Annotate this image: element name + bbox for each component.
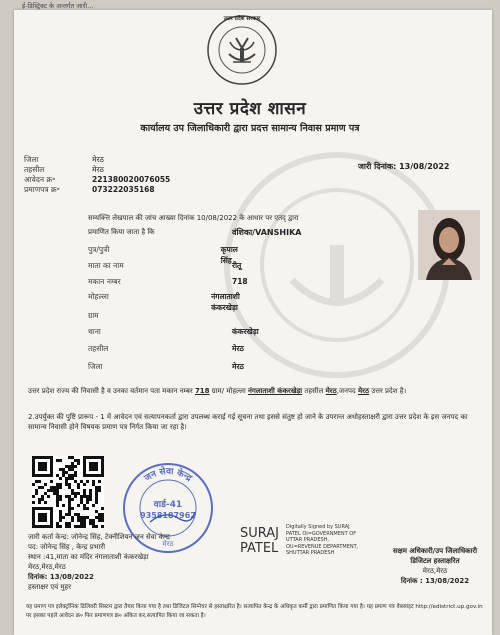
page-title: उत्तर प्रदेश शासन: [193, 99, 307, 119]
detail-label-tehsil: तहसील: [88, 344, 109, 353]
residence-statement: [28, 386, 468, 396]
authority-line-3: मेरठ,मेरठ: [422, 567, 448, 575]
para1-part-b: ग्राम/ मोहल्ला: [211, 387, 246, 395]
footer-note: यह प्रमाण पत्र इलेक्ट्रॉनिक डिलिवरी सिस्टम द्वारा तैयार किया गया है तथा डिजिटल सिग्नेचर से हस्ताक्षरित है। सत्यापित केन्द्र के अधिकृत कर्मी द्वारा प्रमाणित किया गया है। यह प्रमाण पत्र वेबसाइट http://edistrict.up.gov.in पर इसका पहले आवेदन क्र० फिर प्रमाणपत्र क्र० अंकित कर,सत्यापित किया जा सकता है।: [26, 604, 483, 619]
intro-text-2: प्रमाणित किया जाता है कि: [88, 228, 155, 236]
detail-label-police-station: थाना: [88, 327, 101, 336]
authority-block: [378, 546, 492, 586]
digital-signer-name-1: SURAJ: [240, 526, 279, 541]
stamp-city: मेरठ: [162, 540, 174, 548]
meta-label-tehsil: तहसील: [24, 165, 45, 174]
detail-value-police-station: कंकरखेड़ा: [232, 327, 259, 336]
detail-value-mother: रीतू: [232, 261, 242, 270]
authority-line-2: डिजिटल हस्ताक्षरित: [410, 557, 460, 565]
para1-part-c: तहसील: [304, 387, 324, 395]
para1-part-a: उत्तर प्रदेश राज्य की निवासी है व उनका वर्तमान पता मकान नम्बर: [28, 387, 193, 395]
issuer-line-1: जारी कर्ता केन्द्र: जोनेन्द्र सिंह, टेक्नीशियन जन सेवा केन्द्र: [28, 533, 170, 541]
digital-signature-details: Digitally Signed by SURAJ PATEL OI=GOVERNMENT OF UTTAR PRADESH, OU=REVENUE DEPARTMENT, SHUTTAR PRADESH: [286, 524, 359, 556]
intro-text: सम्यक्त्ति लेखपाल की जांच आख्या दिनांक 10/08/2022 के आधार पर एतद् द्वारा: [88, 214, 299, 222]
top-note: ई-डिस्ट्रिक्ट के अन्तर्गत जारी...: [22, 2, 94, 10]
meta-value-certificate-no: 073222035168: [92, 185, 155, 194]
para1-district: मेरठ: [357, 387, 370, 395]
issuer-block: [28, 532, 228, 592]
verification-statement: 2.उपर्युक्त की पुष्टि प्रारूप - 1 में आवेदन एवं सत्यापनकर्ता द्वारा उपलब्ध कराई गई सूचना तथा इससे संतुष्ट हो जाने के उपरान्त अधोहस्ताक्षरी द्वारा उत्तर प्रदेश के इस जनपद का सामान्य निवासी होने विषयक प्रमाण पत्र निर्गत किया जा रहा है।: [28, 413, 468, 431]
meta-label-application-no: आवेदन क्र॰: [24, 175, 56, 184]
detail-label-mother: माता का नाम: [88, 261, 124, 270]
emblem-text: उत्तर प्रदेश सरकार: [223, 16, 261, 22]
meta-value-district: मेरठ: [92, 155, 104, 164]
stamp-phone: 9358187962: [140, 511, 196, 520]
stamp-ward: वार्ड-41: [153, 500, 183, 510]
para1-mohalla: नंगलाताशी कंकरखेड़ा: [248, 387, 303, 395]
issuer-line-3: स्थान :41,माता का मंदिर नंगलाताशी कंकरखेड़ा: [28, 553, 149, 561]
para1-part-d: ,जनपद: [336, 387, 356, 395]
detail-value-house-no: 718: [232, 277, 248, 286]
meta-label-certificate-no: प्रमाणपत्र क्र॰: [24, 185, 60, 194]
detail-label-house-no: मकान नम्बर: [88, 277, 121, 286]
detail-value-tehsil: मेरठ: [232, 344, 244, 353]
digital-signer-name-2: PATEL: [240, 541, 279, 556]
qr-code: [32, 456, 104, 528]
meta-label-district: जिला: [24, 155, 39, 164]
authority-line-1: सक्षम अधिकारी/उप जिलाधिकारी: [392, 547, 478, 555]
detail-label-mohalla: मोहल्ला: [88, 292, 109, 301]
para1-part-e: उत्तर प्रदेश है।: [371, 387, 407, 395]
issuer-line-2: पद: जोनेन्द्र सिंह , केन्द्र प्रभारी: [28, 543, 106, 551]
issue-date: जारी दिनांक: 13/08/2022: [358, 162, 450, 171]
meta-value-tehsil: मेरठ: [92, 165, 104, 174]
applicant-name: वंशिका/VANSHIKA: [232, 228, 302, 237]
issuer-line-6: हस्ताक्षर एवं मुहर: [28, 583, 72, 591]
detail-value-district: मेरठ: [232, 362, 244, 371]
para1-house-no: 718: [194, 387, 210, 395]
authority-line-4: दिनांक : 13/08/2022: [400, 577, 470, 585]
detail-value-parent: कृपाल सिंह: [220, 245, 238, 265]
para1-tehsil: मेरठ: [325, 387, 337, 395]
up-government-emblem: [206, 14, 278, 86]
issuer-line-5: दिनांक: 13/08/2022: [28, 573, 94, 581]
detail-value-mohalla: नंगलाताशी कंकरखेड़ा: [211, 292, 240, 312]
digital-signer-name: [240, 526, 279, 556]
meta-value-application-no: 221380020076055: [92, 175, 171, 184]
page-subtitle: कार्यालय उप जिलाधिकारी द्वारा प्रदत्त सामान्य निवास प्रमाण पत्र: [140, 123, 360, 134]
detail-label-parent: पुत्र/पुत्री: [88, 245, 110, 254]
detail-label-district: जिला: [88, 362, 103, 371]
stamp-ring-text: जन सेवा केन्द्र: [142, 466, 194, 484]
detail-label-village: ग्राम: [88, 311, 99, 320]
applicant-photo: [418, 210, 480, 280]
issuer-line-4: मेरठ,मेरठ,मेरठ: [28, 563, 66, 571]
